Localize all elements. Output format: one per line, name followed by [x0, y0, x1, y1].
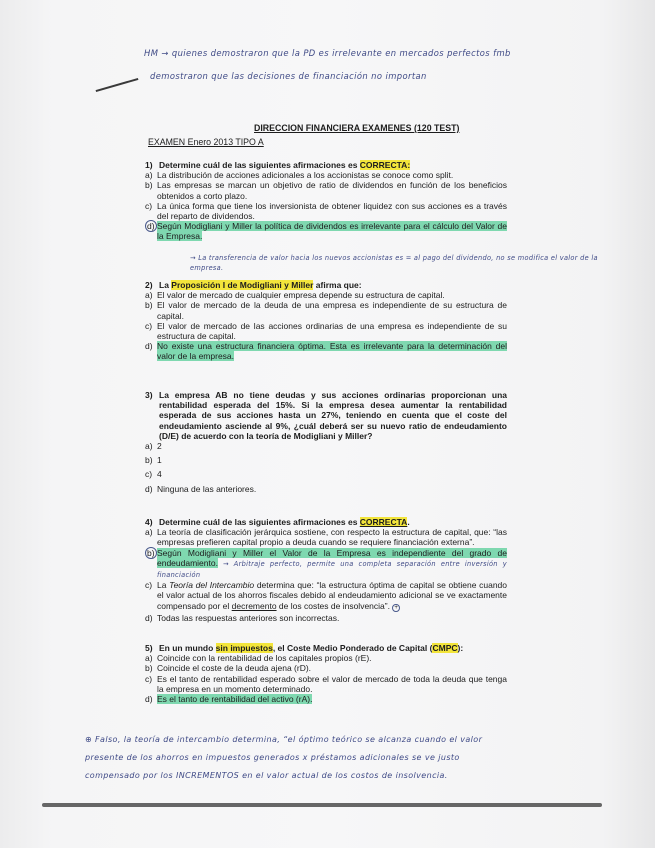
option-letter: c): [145, 469, 153, 480]
option-d-correct: [145, 341, 507, 361]
option-text: Todas las respuestas anteriores son incorrectas.: [157, 612, 340, 623]
question-text: La empresa AB no tiene deudas y sus acciones ordinarias proporcionan una rentabilidad esperada del 15%. Si la empresa desea aumentar la rentabilidad esperada de sus acciones hasta un 27%, teniendo en cuenta que el coste del endeudamiento asciende al 9%, ¿cuál deberá ser su nuevo ratio de endeudamiento (D/E) de acuerdo con la teoría de Modigliani y Miller?: [159, 390, 507, 441]
question-3-stem: [145, 390, 507, 441]
option-text: Las empresas se marcan un objetivo de ratio de dividendos en función de los beneficios obtenidos a corto plazo.: [157, 180, 507, 201]
question-2: [145, 280, 507, 362]
question-5: [145, 643, 507, 704]
question-2-stem: [145, 280, 507, 290]
plus-mark-icon: +: [394, 604, 398, 611]
question-number: 5): [145, 643, 153, 653]
option-a: [145, 170, 507, 180]
question-text: ):: [457, 643, 464, 653]
handwritten-annotation-q1: → La transferencia de valor hacia los nuevos accionistas es = al pago del dividendo, no se modifica el valor de la empresa.: [190, 254, 598, 272]
highlighted-keyword: CORRECTA: [359, 517, 408, 527]
option-letter: a): [145, 170, 153, 181]
option-b-correct: [145, 548, 507, 581]
option-text: 1: [157, 455, 162, 466]
option-text: Ninguna de las anteriores.: [157, 483, 257, 494]
option-a: [145, 290, 507, 300]
option-a: [145, 527, 507, 547]
question-text: afirma que:: [313, 280, 362, 290]
question-number: 3): [145, 390, 153, 400]
question-text: En un mundo: [159, 643, 216, 653]
option-text-highlighted: Es el tanto de rentabilidad del activo (rA).: [157, 694, 313, 705]
option-c: [145, 469, 507, 479]
option-d: [145, 484, 507, 494]
question-4-stem: [145, 517, 507, 527]
option-text: Coincide con la rentabilidad de los capitales propios (rE).: [157, 653, 372, 664]
option-text: 2: [157, 441, 162, 452]
question-number: 1): [145, 160, 153, 170]
option-b: [145, 300, 507, 320]
option-b: [145, 455, 507, 465]
option-text-highlighted: No existe una estructura financiera óptima. Esta es irrelevante para la determinación del valor de la empresa.: [157, 341, 507, 362]
option-letter: b): [145, 663, 153, 674]
question-text: , el Coste Medio Ponderado de Capital (: [272, 643, 433, 653]
option-text-underlined: decremento: [231, 600, 277, 611]
question-3: [145, 390, 507, 494]
option-text: La: [157, 580, 170, 591]
handwritten-header-line2: demostraron que las decisiones de financiación no importan: [150, 71, 427, 81]
option-letter: b): [145, 455, 153, 466]
option-text: La única forma que tiene los inversionista de obtener liquidez con sus acciones es a través del reparto de dividendos.: [157, 200, 507, 222]
option-text: El valor de mercado de cualquier empresa depende su estructura de capital.: [157, 290, 445, 301]
question-text: .: [407, 517, 410, 527]
question-number: 2): [145, 280, 153, 290]
highlighted-keyword: sin impuestos: [215, 643, 273, 653]
option-c: [145, 321, 507, 341]
option-letter: c): [145, 320, 153, 331]
option-text: Coincide el coste de la deuda ajena (rD).: [157, 663, 312, 674]
option-letter: d): [145, 341, 153, 352]
option-c: [145, 580, 507, 613]
question-4: [145, 517, 507, 623]
option-text-highlighted: Según Modigliani y Miller el Valor de la Empresa es independiente del grado de endeudamiento.: [157, 547, 507, 568]
option-text: de los costes de insolvencia”.: [276, 600, 390, 611]
option-a: [145, 441, 507, 451]
option-letter: c): [145, 673, 153, 684]
option-letter: d): [145, 694, 153, 705]
option-d-correct: [145, 694, 507, 704]
question-text: Determine cuál de las siguientes afirmaciones es: [159, 160, 360, 170]
option-text: La distribución de acciones adicionales a los accionistas se conoce como split.: [157, 170, 454, 181]
option-letter: c): [145, 580, 153, 591]
option-text-italic: Teoría del Intercambio: [169, 580, 255, 591]
handwritten-annotation-q4b: → Arbitraje perfecto, permite una completa separación entre inversión y financiación: [157, 559, 507, 580]
option-d: [145, 613, 507, 623]
option-c: [145, 674, 507, 694]
question-number: 4): [145, 517, 153, 527]
question-1-stem: [145, 160, 507, 170]
option-text: determina que: “la estructura óptima de capital se obtiene cuando el valor actual de los ahorros fiscales debido al endeudamiento adicional se ve exactamente compensado por el: [157, 580, 508, 611]
highlighted-keyword: CMPC: [432, 643, 458, 653]
highlighted-keyword: CORRECTA:: [359, 160, 411, 170]
option-letter: a): [145, 441, 153, 452]
option-c: [145, 201, 507, 221]
option-letter: d): [145, 612, 153, 623]
handwritten-footer-line3: compensado por los INCREMENTOS en el valor actual de los costos de insolvencia.: [85, 771, 448, 780]
handwritten-stroke: [96, 78, 139, 92]
option-letter: b): [145, 180, 153, 191]
option-b: [145, 663, 507, 673]
option-text: La teoría de clasificación jerárquica sostiene, con respecto la estructura de capital, que: “las empresas prefieren capital propio a deuda cuando se requiere financiación externa”.: [157, 527, 507, 548]
option-text: El valor de mercado de la deuda de una empresa es independiente de su estructura de capital.: [157, 300, 507, 321]
handwritten-footer-line2: presente de los ahorros en impuestos generados x préstamos adicionales se ve justo: [85, 753, 460, 762]
highlighted-keyword: Proposición I de Modigliani y Miller: [171, 280, 314, 290]
circled-option-letter: b): [147, 547, 155, 558]
document-title: DIRECCION FINANCIERA EXAMENES (120 TEST): [254, 123, 460, 133]
handwritten-header-line1: HM → quienes demostraron que la PD es irrelevante en mercados perfectos fmb: [144, 48, 511, 58]
option-text: Es el tanto de rentabilidad esperado sobre el valor de mercado de toda la deuda que tenga la empresa en un momento determinado.: [157, 673, 507, 694]
question-text: La: [159, 280, 172, 290]
option-letter: a): [145, 527, 153, 538]
question-text: Determine cuál de las siguientes afirmaciones es: [159, 517, 360, 527]
scan-edge-shadow: [42, 803, 602, 807]
option-letter: d): [145, 483, 153, 494]
option-a: [145, 653, 507, 663]
option-letter: c): [145, 200, 153, 211]
option-text-highlighted: Según Modigliani y Miller la política de dividendos es irrelevante para el cálculo del Valor de la Empresa.: [157, 221, 507, 242]
handwritten-footer-line1: ⊕ Falso, la teoría de intercambio determina, “el óptimo teórico se alcanza cuando el valor: [85, 735, 483, 744]
option-b: [145, 180, 507, 200]
exam-subtitle: EXAMEN Enero 2013 TIPO A: [148, 137, 264, 147]
option-letter: a): [145, 653, 153, 664]
option-text: El valor de mercado de las acciones ordinarias de una empresa es independiente de su estructura de capital.: [157, 320, 507, 342]
question-1: [145, 160, 507, 242]
option-letter: b): [145, 300, 153, 311]
option-d-correct: [145, 221, 507, 241]
option-text: 4: [157, 469, 162, 480]
question-5-stem: [145, 643, 507, 653]
option-letter: a): [145, 290, 153, 301]
circled-option-letter: d): [147, 221, 155, 232]
